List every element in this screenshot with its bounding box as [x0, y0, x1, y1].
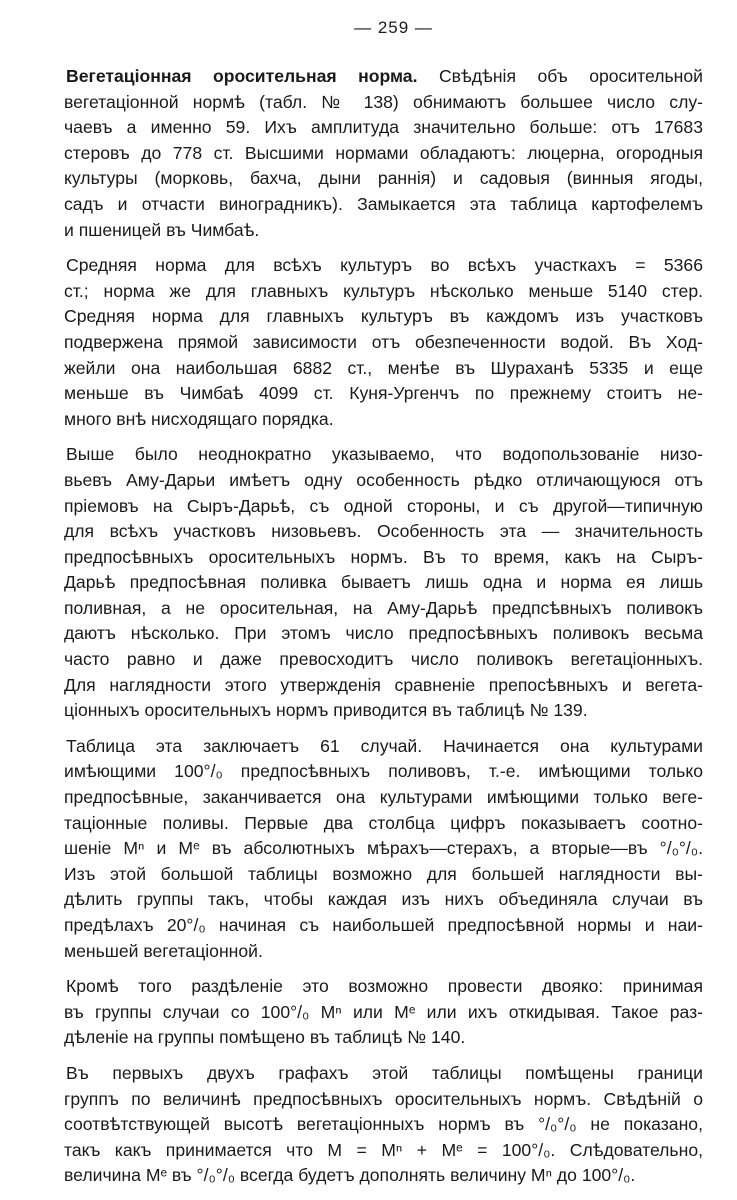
text-line: предпосѣвные, заканчивается она культурами имѣющими только веге-	[64, 787, 703, 808]
text-line: даютъ нѣсколько. При этомъ число предпосѣвныхъ поливокъ весьма	[64, 623, 703, 644]
text-line: Кромѣ того раздѣленіе это возможно провести двояко: принимая	[66, 976, 703, 997]
paragraph-table-139	[64, 734, 703, 964]
text-line: пріемовъ на Сыръ-Дарьѣ, съ одной стороны, и съ другой—типичную	[64, 495, 703, 516]
text-line: вьевъ Аму-Дарьи имѣетъ одну особенность рѣдко отличающуюся отъ	[64, 469, 703, 490]
text-line: стеровъ до 778 ст. Высшими нормами обладаютъ: люцерна, огородныя	[64, 142, 703, 163]
text-line: шеніе Мⁿ и Мᵉ въ абсолютныхъ мѣрахъ—стерахъ, а вторые—въ °/₀°/₀.	[64, 838, 703, 859]
text-line: жейли она наибольшая 6882 ст., менѣе въ Шураханѣ 5335 и еще	[64, 357, 703, 378]
text-line: вегетаціонной нормѣ (табл. № 138) обнимаютъ большее число слу-	[64, 91, 703, 112]
text-line: много внѣ нисходящаго порядка.	[64, 408, 334, 429]
text-line: Въ первыхъ двухъ графахъ этой таблицы помѣщены граници	[66, 1062, 703, 1083]
text-line: Вегетаціонная оросительная норма. Свѣдѣнія объ оросительной	[66, 66, 703, 86]
text-line: предѣлахъ 20°/₀ начиная съ наибольшей предпосѣвной нормы и наи-	[64, 915, 703, 935]
section-heading: Вегетаціонная оросительная норма.	[66, 66, 418, 86]
paragraph-amu-darya-feature	[64, 442, 703, 724]
text-line: Выше было неоднократно указываемо, что водопользованіе низо-	[66, 444, 703, 465]
text-line: Изъ этой большой таблицы возможно для большей наглядности вы-	[64, 863, 703, 884]
text-line: Таблица эта заключаетъ 61 случай. Начинается она культурами	[66, 735, 703, 756]
paragraph-group-boundaries	[64, 1061, 703, 1189]
text-line: Средняя норма для главныхъ культуръ въ каждомъ изъ участковъ	[64, 306, 703, 327]
text-line: чаевъ а именно 59. Ихъ амплитуда значительно больше: отъ 17683	[64, 117, 703, 138]
text-line: группъ по величинѣ предпосѣвныхъ оросительныхъ нормъ. Свѣдѣній о	[64, 1088, 703, 1109]
page-number: — 259 —	[354, 18, 433, 37]
text-line: Для наглядности этого утвержденія сравненіе препосѣвныхъ и вегета-	[64, 674, 703, 695]
paragraph-table-140	[64, 974, 703, 1051]
text-line: такъ какъ принимается что М = Мⁿ + Мᵉ = 100°/₀. Слѣдовательно,	[64, 1139, 703, 1160]
paragraph-vegetation-norm	[64, 64, 703, 243]
text-line: ст.; норма же для главныхъ культуръ нѣсколько меньше 5140 стер.	[64, 280, 703, 301]
text-line: часто равно и даже превосходитъ число поливокъ вегетаціонныхъ.	[64, 649, 703, 670]
text-line: величина Мᵉ въ °/₀°/₀ всегда будетъ дополнять величину Мⁿ до 100°/₀.	[64, 1165, 636, 1186]
text-line: меньше въ Чимбаѣ 4099 ст. Куня-Ургенчъ по прежнему стоитъ не-	[64, 383, 703, 404]
paragraph-average-norm	[64, 253, 703, 432]
text-line: подвержена прямой зависимости отъ обезпеченности водой. Въ Ход-	[64, 331, 703, 352]
text-line: Средняя норма для всѣхъ культуръ во всѣхъ участкахъ = 5366	[66, 255, 703, 276]
text-line: таціонные поливы. Первые два столбца цифръ показываетъ соотно-	[64, 812, 703, 833]
text-line: соотвѣтствующей высотѣ вегетаціонныхъ нормъ въ °/₀°/₀ не показано,	[64, 1114, 703, 1135]
text-line: Дарьѣ предпосѣвная поливка бываетъ лишь одна и норма ея лишь	[64, 572, 703, 593]
text-line: имѣющими 100°/₀ предпосѣвныхъ поливовъ, т.-е. имѣющими только	[64, 761, 703, 782]
text-line: культуры (морковь, бахча, дыни раннія) и садовыя (винныя ягоды,	[64, 168, 703, 189]
text-line: меньшей вегетаціонной.	[64, 940, 263, 961]
text-line: ціонныхъ оросительныхъ нормъ приводится въ таблицѣ № 139.	[64, 700, 588, 721]
text-line: и пшеницей въ Чимбаѣ.	[64, 219, 260, 240]
text-line: поливная, а не оросительная, на Аму-Дарьѣ предпсѣвныхъ поливокъ	[64, 597, 703, 618]
text-line: въ группы случаи со 100°/₀ Мⁿ или Мᵉ или ихъ откидывая. Такое раз-	[64, 1001, 703, 1022]
text-line: дѣленіе на группы помѣщено въ таблицѣ № 140.	[64, 1027, 466, 1048]
text-line: садъ и отчасти виноградникъ). Замыкается эта таблица картофелемъ	[64, 193, 703, 214]
text-line: предпосѣвныхъ оросительныхъ нормъ. Въ то время, какъ на Сыръ-	[64, 546, 703, 567]
text-line: дѣлить группы такъ, чтобы каждая изъ нихъ объединяла случаи въ	[64, 889, 703, 910]
text-line: для всѣхъ участковъ низовьевъ. Особенность эта — значительность	[64, 521, 703, 542]
